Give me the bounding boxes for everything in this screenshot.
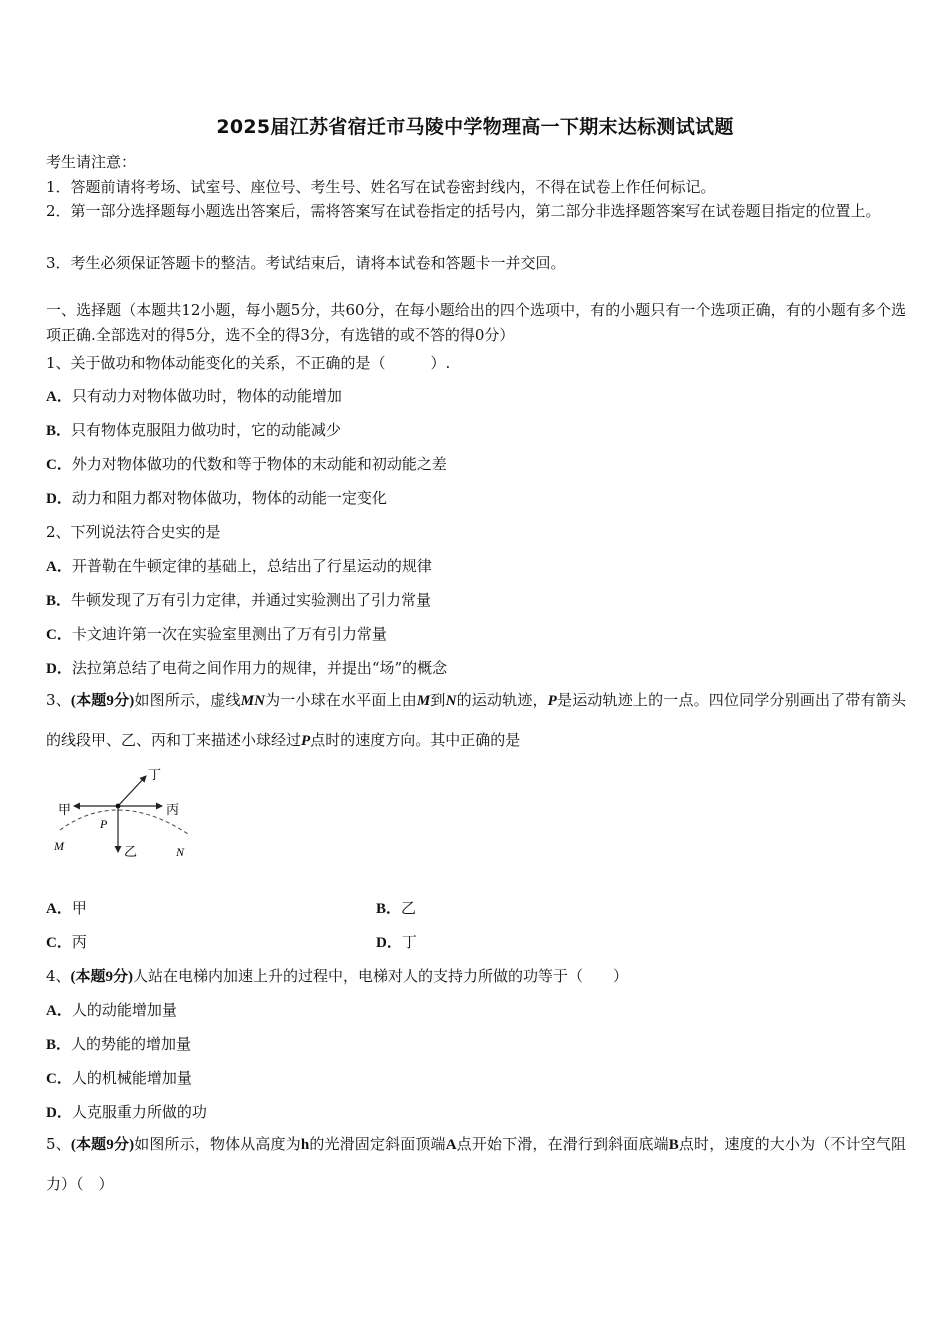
option-text: 乙 bbox=[401, 899, 417, 917]
option-text: 卡文迪许第一次在实验室里测出了万有引力常量 bbox=[71, 625, 387, 643]
option-label: B． bbox=[376, 901, 402, 917]
question-1-stem: 1、关于做功和物体动能变化的关系，不正确的是（ ）. bbox=[46, 354, 451, 372]
q3-option-d bbox=[376, 931, 417, 952]
question-4-stem bbox=[46, 965, 628, 986]
question-score: (本题9分) bbox=[70, 1137, 135, 1153]
q4-option-d bbox=[46, 1101, 207, 1122]
label-m: M bbox=[54, 839, 64, 853]
q1-option-d bbox=[46, 487, 387, 508]
option-label: D． bbox=[46, 661, 72, 677]
q4-option-b bbox=[46, 1033, 191, 1054]
stem-text: 是运动轨迹上的一点。四位同学分别画出了带有箭头的线段甲、乙、丙和丁来描述小球经过 bbox=[46, 691, 906, 749]
option-text: 法拉第总结了电荷之间作用力的规律，并提出“场”的概念 bbox=[71, 659, 448, 677]
label-bing: 丙 bbox=[166, 803, 180, 818]
label-ding: 丁 bbox=[148, 768, 162, 783]
q1-option-c bbox=[46, 453, 447, 474]
var-p: P bbox=[301, 733, 311, 749]
label-jia: 甲 bbox=[58, 803, 72, 818]
option-text: 只有物体克服阻力做功时，它的动能减少 bbox=[71, 421, 342, 439]
var-m: M bbox=[416, 693, 431, 709]
option-label: C． bbox=[46, 1071, 72, 1087]
option-label: B． bbox=[46, 423, 72, 439]
option-label: A． bbox=[46, 1003, 72, 1019]
stem-text: 点时，速度的大小为（不计空气阻力）（ ） bbox=[46, 1135, 906, 1193]
option-label: C． bbox=[46, 457, 72, 473]
notice-item-1: 1．答题前请将考场、试室号、座位号、考生号、姓名写在试卷密封线内，不得在试卷上作任何标记。 bbox=[46, 178, 716, 196]
var-h: h bbox=[300, 1137, 310, 1153]
question-number: 4、 bbox=[46, 967, 71, 985]
option-label: C． bbox=[46, 627, 72, 643]
question-2-stem: 2、下列说法符合史实的是 bbox=[46, 523, 221, 541]
option-text: 外力对物体做功的代数和等于物体的末动能和初动能之差 bbox=[71, 455, 447, 473]
notice-header: 考生请注意： bbox=[46, 153, 137, 171]
option-label: B． bbox=[46, 1037, 72, 1053]
option-text: 人的动能增加量 bbox=[71, 1001, 177, 1019]
option-label: D． bbox=[46, 1105, 72, 1121]
question-score: (本题9分) bbox=[70, 693, 135, 709]
stem-text: 的运动轨迹， bbox=[456, 691, 548, 709]
var-mn: MN bbox=[240, 693, 265, 709]
arrow-ding bbox=[118, 776, 146, 806]
stem-text: 人站在电梯内加速上升的过程中，电梯对人的支持力所做的功等于（ ） bbox=[133, 967, 629, 985]
question-5-stem bbox=[46, 1125, 906, 1204]
stem-text: 点开始下滑，在滑行到斜面底端 bbox=[456, 1135, 669, 1153]
stem-text: 如图所示，虚线 bbox=[134, 691, 241, 709]
label-yi: 乙 bbox=[124, 845, 138, 860]
q3-option-a bbox=[46, 897, 87, 918]
stem-text: 如图所示，物体从高度为 bbox=[134, 1135, 301, 1153]
q4-option-c bbox=[46, 1067, 192, 1088]
var-b: B bbox=[668, 1137, 679, 1153]
trajectory-figure bbox=[50, 764, 210, 864]
option-text: 丁 bbox=[401, 933, 417, 951]
option-text: 只有动力对物体做功时，物体的动能增加 bbox=[71, 387, 342, 405]
stem-text: 到 bbox=[430, 691, 446, 709]
q2-option-a bbox=[46, 555, 432, 576]
q1-option-a bbox=[46, 385, 342, 406]
page-title: 2025届江苏省宿迁市马陵中学物理高一下期末达标测试试题 bbox=[216, 116, 734, 138]
option-text: 人的机械能增加量 bbox=[71, 1069, 192, 1087]
option-label: A． bbox=[46, 559, 72, 575]
label-n: N bbox=[176, 845, 185, 859]
option-text: 人的势能的增加量 bbox=[71, 1035, 192, 1053]
point-p-dot bbox=[116, 804, 121, 809]
option-label: D． bbox=[376, 935, 402, 951]
q2-option-d bbox=[46, 657, 447, 678]
option-label: C． bbox=[46, 935, 72, 951]
section-heading: 一、选择题（本题共12小题，每小题5分，共60分，在每小题给出的四个选项中，有的小题只有一个选项正确，有的小题有多个选项正确.全部选对的得5分，选不全的得3分，有选错的或不答的得0分） bbox=[46, 301, 906, 344]
stem-text: 的光滑固定斜面顶端 bbox=[309, 1135, 446, 1153]
option-label: A． bbox=[46, 389, 72, 405]
label-p: P bbox=[100, 817, 108, 831]
q3-option-b bbox=[376, 897, 416, 918]
option-text: 开普勒在牛顿定律的基础上，总结出了行星运动的规律 bbox=[71, 557, 432, 575]
q4-option-a bbox=[46, 999, 177, 1020]
option-label: B． bbox=[46, 593, 72, 609]
var-n: N bbox=[445, 693, 457, 709]
stem-text: 为一小球在水平面上由 bbox=[264, 691, 417, 709]
question-number: 3、 bbox=[46, 691, 71, 709]
notice-item-3: 3．考生必须保证答题卡的整洁。考试结束后，请将本试卷和答题卡一并交回。 bbox=[46, 254, 566, 272]
option-label: A． bbox=[46, 901, 72, 917]
q2-option-b bbox=[46, 589, 431, 610]
question-3-stem bbox=[46, 681, 906, 761]
q3-option-c bbox=[46, 931, 87, 952]
option-text: 人克服重力所做的功 bbox=[71, 1103, 207, 1121]
question-score: (本题9分) bbox=[70, 969, 134, 985]
option-text: 甲 bbox=[71, 899, 87, 917]
option-text: 动力和阻力都对物体做功，物体的动能一定变化 bbox=[71, 489, 387, 507]
q1-option-b bbox=[46, 419, 341, 440]
notice-item-2: 2．第一部分选择题每小题选出答案后，需将答案写在试卷指定的括号内，第二部分非选择题答案写在试卷题目指定的位置上。 bbox=[46, 202, 881, 220]
question-number: 5、 bbox=[46, 1135, 71, 1153]
option-label: D． bbox=[46, 491, 72, 507]
var-p: P bbox=[547, 693, 557, 709]
option-text: 牛顿发现了万有引力定律，并通过实验测出了引力常量 bbox=[71, 591, 432, 609]
option-text: 丙 bbox=[71, 933, 87, 951]
stem-text: 点时的速度方向。其中正确的是 bbox=[310, 731, 521, 749]
var-a: A bbox=[445, 1137, 457, 1153]
q2-option-c bbox=[46, 623, 387, 644]
